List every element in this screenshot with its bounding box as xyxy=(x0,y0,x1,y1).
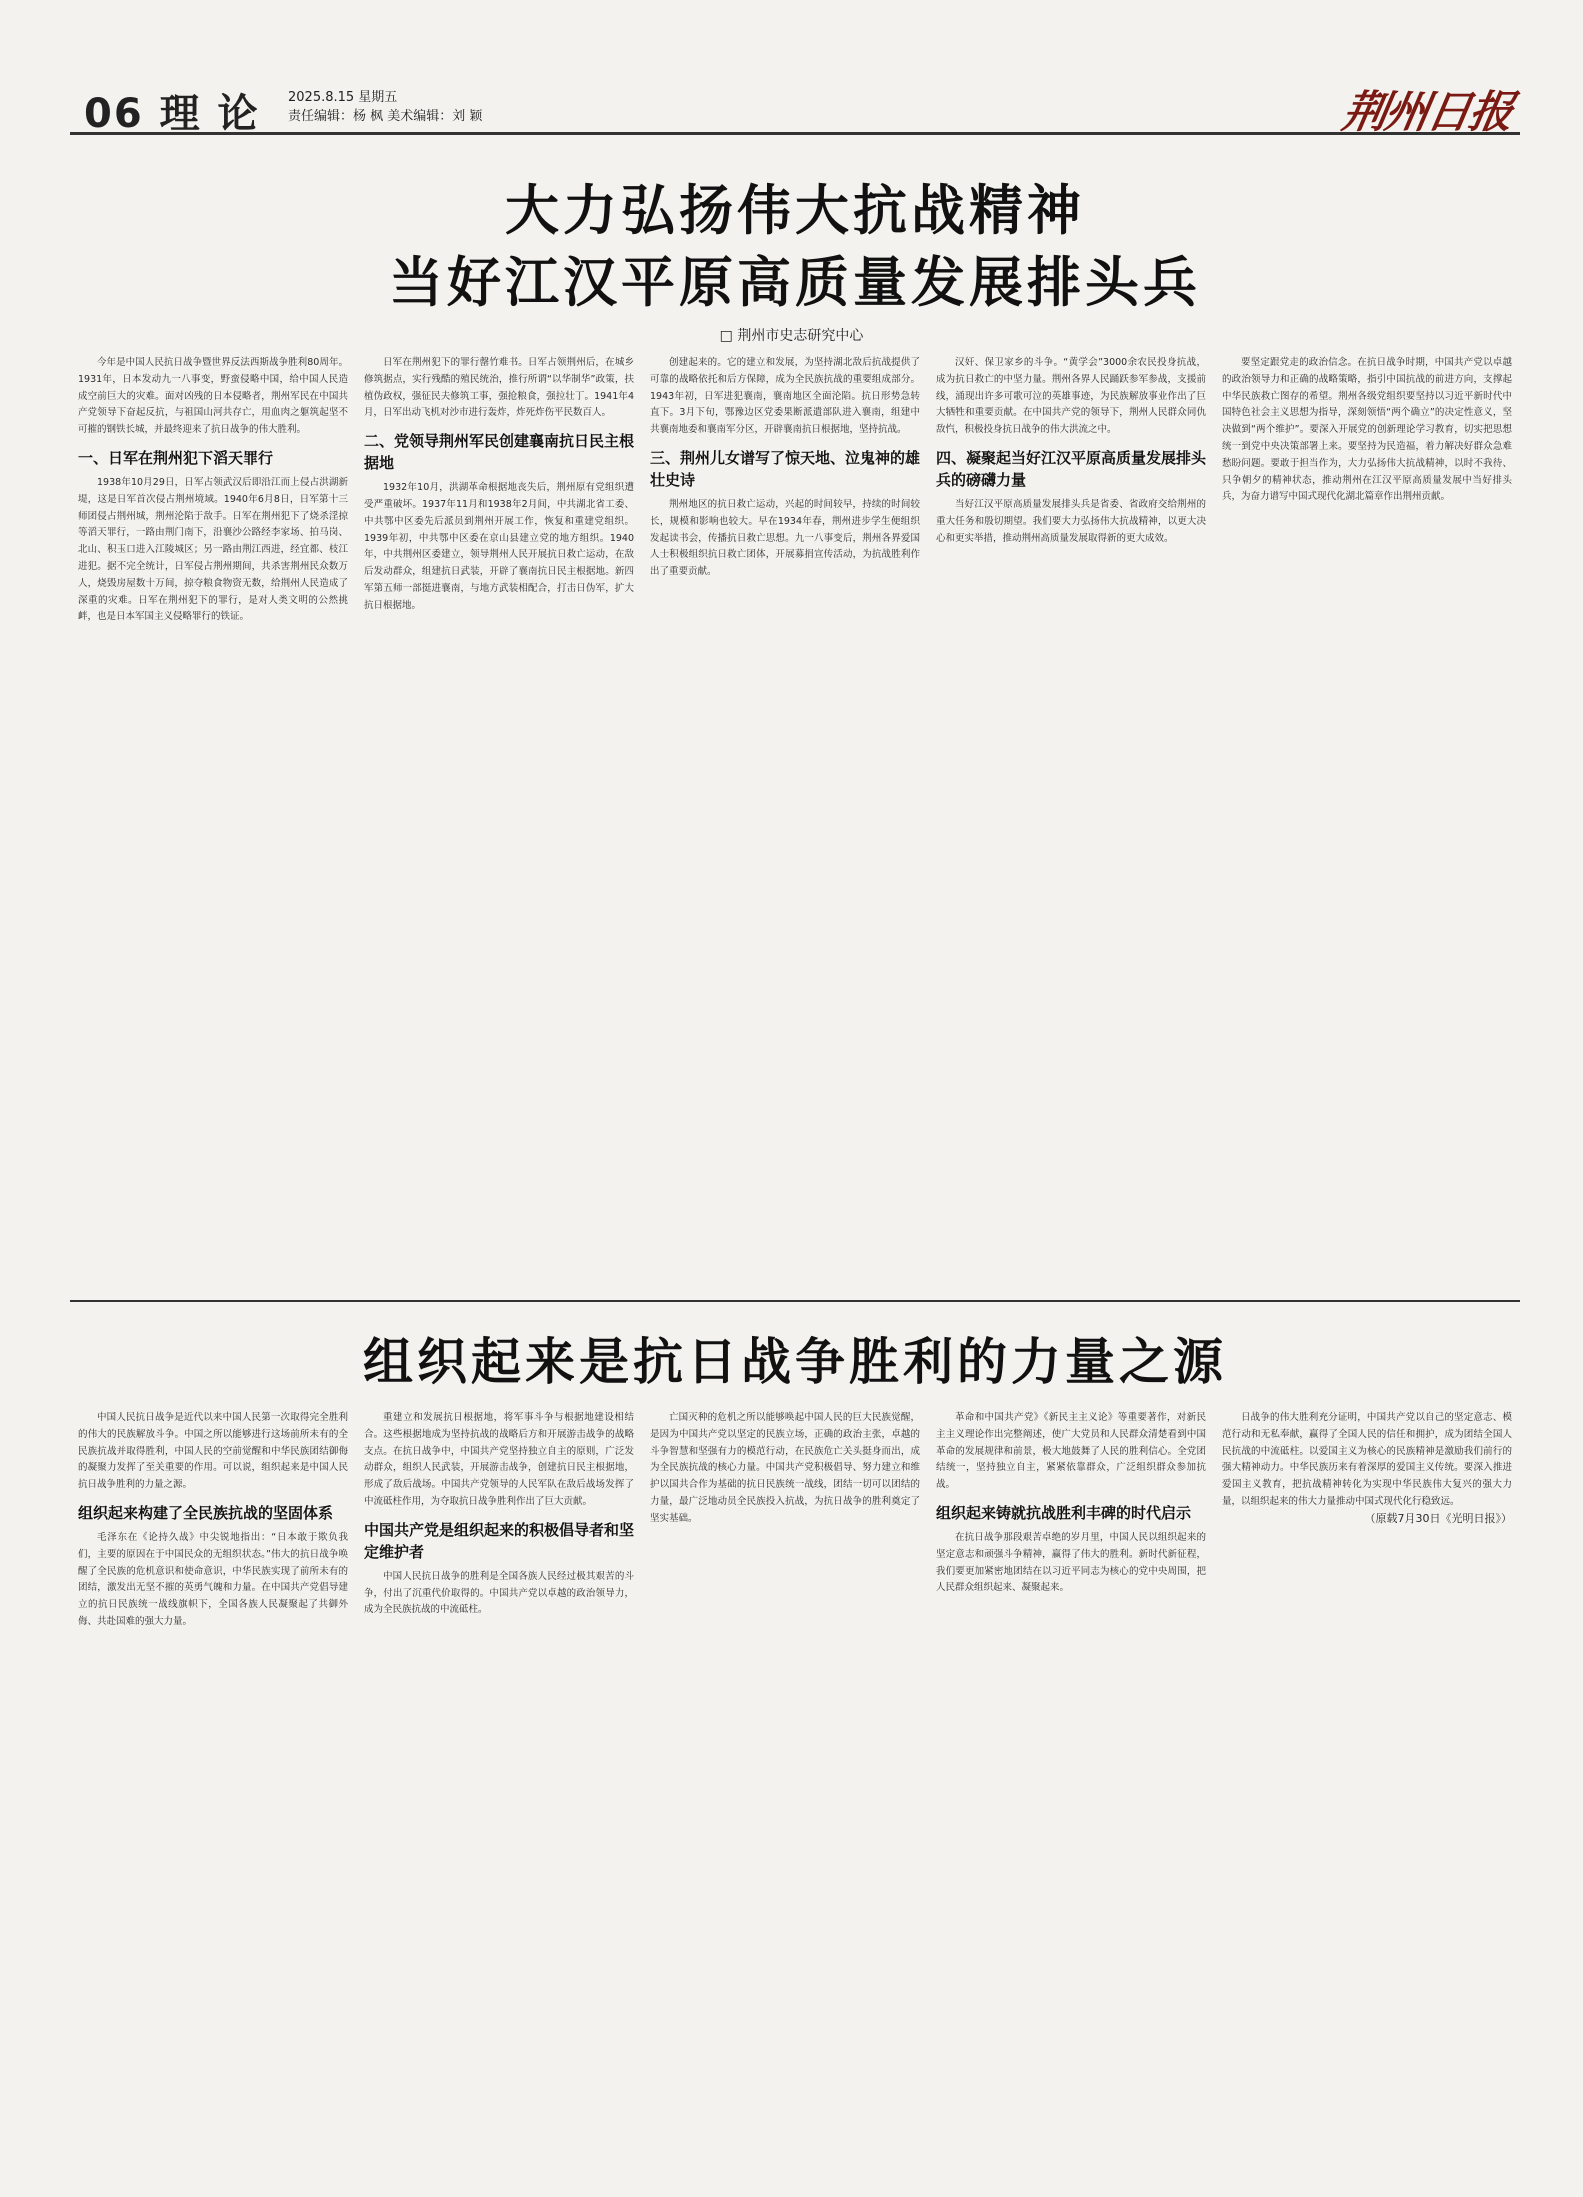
article2-column-4: 革命和中国共产党》《新民主主义论》等重要著作，对新民主主义理论作出完整阐述，使广大党员和人民群众清楚看到中国革命的发展规律和前景，极大地鼓舞了人民的胜利信心。全党团结统一，坚持独立自主，紧紧依靠群众，广泛组织群众参加抗战。 组织起来铸就抗战胜利丰碑的时代启示 在抗日战争那段艰苦卓绝的岁月里，中国人民以组织起来的坚定意志和顽强斗争精神，赢得了伟大的胜利。新时代新征程，我们要更加紧密地团结在以习近平同志为核心的党中央周围，把人民群众组织起来、凝聚起来。 xyxy=(936,1412,1206,1594)
page-meta xyxy=(288,88,482,126)
article2-subheading-3: 组织起来铸就抗战胜利丰碑的时代启示 xyxy=(936,1503,1192,1522)
article1-column-1: 今年是中国人民抗日战争暨世界反法西斯战争胜利80周年。1931年，日本发动九一八事变，野蛮侵略中国，给中国人民造成空前巨大的灾难。面对凶残的日本侵略者，荆州军民在中国共产党领导下奋起反抗，与祖国山河共存亡，用血肉之躯筑起坚不可摧的钢铁长城，并最终迎来了抗日战争的伟大胜利。 一、日军在荆州犯下滔天罪行 1938年10月29日，日军占领武汉后即沿江而上侵占洪湖新堤，这是日军首次侵占荆州境域。1940年6月8日，日军第十三师团侵占荆州城，荆州沦陷于敌手。日军在荆州犯下了烧杀淫掠等滔天罪行，一路由荆门南下，沿襄沙公路经李家场、拍马岗、北山、积玉口进入江陵城区；另一路由荆江西进，经宜都、枝江进犯。据不完全统计，日军侵占荆州期间，共杀害荆州民众数万人，烧毁房屋数十万间，掠夺粮食物资无数，给荆州人民造成了深重的灾难。日军在荆州犯下的罪行，是对人类文明的公然挑衅，也是日本军国主义侵略罪行的铁证。 xyxy=(78,357,348,623)
issue-date: 2025.8.15 星期五 xyxy=(288,90,398,105)
article2-subheading-1: 组织起来构建了全民族抗战的坚固体系 xyxy=(78,1503,334,1522)
newspaper-logo: 荆州日报 xyxy=(1338,87,1516,138)
article1-byline: □ 荆州市史志研究中心 xyxy=(719,328,864,344)
article1-subheading-4: 四、凝聚起当好江汉平原高质量发展排头兵的磅礴力量 xyxy=(936,448,1206,489)
article1-subheading-3: 三、荆州儿女谱写了惊天地、泣鬼神的雄壮史诗 xyxy=(650,448,920,489)
article1-column-2: 日军在荆州犯下的罪行罄竹难书。日军占领荆州后，在城乡修筑据点，实行残酷的殖民统治，推行所谓“以华制华”政策，扶植伪政权，强征民夫修筑工事，强抢粮食，强拉壮丁。1941年4月，日军出动飞机对沙市进行轰炸，炸死炸伤平民数百人。 二、党领导荆州军民创建襄南抗日民主根据地 1932年10月，洪湖革命根据地丧失后，荆州原有党组织遭受严重破坏。1937年11月和1938年2月间，中共湖北省工委、中共鄂中区委先后派员到荆州开展工作，恢复和重建党组织。1939年初，中共鄂中区委在京山县建立党的地方组织。1940年，中共荆州区委建立，领导荆州人民开展抗日救亡运动，在敌后发动群众，组建抗日武装，开辟了襄南抗日民主根据地。新四军第五师一部挺进襄南，与地方武装相配合，打击日伪军，扩大抗日根据地。 xyxy=(364,357,634,611)
article1-subheading-1: 一、日军在荆州犯下滔天罪行 xyxy=(78,448,274,467)
article2-title: 组织起来是抗日战争胜利的力量之源 xyxy=(363,1332,1227,1391)
article1-title-line2: 当好江汉平原高质量发展排头兵 xyxy=(389,250,1201,314)
article2-subheading-2: 中国共产党是组织起来的积极倡导者和坚定维护者 xyxy=(364,1520,634,1561)
article1-column-4: 汉奸、保卫家乡的斗争。“黄学会”3000余农民投身抗战，成为抗日救亡的中坚力量。荆州各界人民踊跃参军参战，支援前线，涌现出许多可歌可泣的英雄事迹，为民族解放事业作出了巨大牺牲和重要贡献。在中国共产党的领导下，荆州人民群众同仇敌忾，积极投身抗日战争的伟大洪流之中。 四、凝聚起当好江汉平原高质量发展排头兵的磅礴力量 当好江汉平原高质量发展排头兵是省委、省政府交给荆州的重大任务和殷切期望。我们要大力弘扬伟大抗战精神，以更大决心和更实举措，推动荆州高质量发展取得新的更大成效。 xyxy=(936,357,1206,544)
article2-source: （原载7月30日《光明日报》） xyxy=(1364,1511,1512,1525)
page-number: 06 理 论 xyxy=(84,91,260,137)
article2-column-2: 重建立和发展抗日根据地，将军事斗争与根据地建设相结合。这些根据地成为坚持抗战的战略后方和开展游击战争的战略支点。在抗日战争中，中国共产党坚持独立自主的原则，广泛发动群众，组织人民武装，开展游击战争，创建抗日民主根据地，形成了敌后战场。中国共产党领导的人民军队在敌后战场发挥了中流砥柱作用，为夺取抗日战争胜利作出了巨大贡献。 中国共产党是组织起来的积极倡导者和坚定维护者 中国人民抗日战争的胜利是全国各族人民经过极其艰苦的斗争，付出了沉重代价取得的。中国共产党以卓越的政治领导力，成为全民族抗战的中流砥柱。 xyxy=(364,1412,634,1616)
article1-column-3: 创建起来的。它的建立和发展，为坚持湖北敌后抗战提供了可靠的战略依托和后方保障，成为全民族抗战的重要组成部分。1943年初，日军进犯襄南，襄南地区全面沦陷。抗日形势急转直下。3月下旬，鄂豫边区党委果断派遣部队进入襄南，组建中共襄南地委和襄南军分区，开辟襄南抗日根据地，坚持抗战。 三、荆州儿女谱写了惊天地、泣鬼神的雄壮史诗 荆州地区的抗日救亡运动，兴起的时间较早，持续的时间较长，规模和影响也较大。早在1934年春，荆州进步学生便组织发起读书会，传播抗日救亡思想。九一八事变后，荆州各界爱国人士积极组织抗日救亡团体，开展募捐宣传活动，为抗战胜利作出了重要贡献。 xyxy=(650,357,920,578)
article1-column-5: 要坚定跟党走的政治信念。在抗日战争时期，中国共产党以卓越的政治领导力和正确的战略策略，指引中国抗战的前进方向，支撑起中华民族救亡图存的希望。荆州各级党组织要坚持以习近平新时代中国特色社会主义思想为指导，深刻领悟“两个确立”的决定性意义，坚决做到“两个维护”。要深入开展党的创新理论学习教育，切实把思想统一到党中央决策部署上来。要坚持为民造福，着力解决好群众急难愁盼问题。要敢于担当作为，大力弘扬伟大抗战精神，以时不我待、只争朝夕的精神状态，推动荆州在江汉平原高质量发展中当好排头兵，为奋力谱写中国式现代化湖北篇章作出荆州贡献。 xyxy=(1222,357,1512,503)
article1-subheading-2: 二、党领导荆州军民创建襄南抗日民主根据地 xyxy=(364,432,634,473)
article1-title-line1: 大力弘扬伟大抗战精神 xyxy=(505,178,1085,242)
section-name: 理 论 xyxy=(159,91,260,137)
article2-column-3: 亡国灭种的危机之所以能够唤起中国人民的巨大民族觉醒，是因为中国共产党以坚定的民族立场，正确的政治主张，卓越的斗争智慧和坚强有力的模范行动，在民族危亡关头挺身而出，成为全民族抗战的核心力量。中国共产党积极倡导、努力建立和维护以国共合作为基础的抗日民族统一战线，团结一切可以团结的力量，最广泛地动员全民族投入抗战，为抗日战争的胜利奠定了坚实基础。 xyxy=(650,1412,920,1524)
section-divider xyxy=(70,1300,1520,1302)
article2-column-5: 日战争的伟大胜利充分证明，中国共产党以自己的坚定意志、模范行动和无私奉献，赢得了全国人民的信任和拥护，成为团结全国人民抗战的中流砥柱。以爱国主义为核心的民族精神是激励我们前行的强大精神动力。中华民族历来有着深厚的爱国主义传统。要深入推进爱国主义教育，把抗战精神转化为实现中华民族伟大复兴的强大力量，以组织起来的伟大力量推动中国式现代化行稳致远。 （原载7月30日《光明日报》） xyxy=(1222,1410,1512,2150)
masthead xyxy=(70,70,1520,138)
editor-credits: 责任编辑：杨 枫 美术编辑：刘 颖 xyxy=(288,109,483,124)
article2-column-1: 中国人民抗日战争是近代以来中国人民第一次取得完全胜利的伟大的民族解放斗争。中国之所以能够进行这场前所未有的全民族抗战并取得胜利，中国人民的空前觉醒和中华民族团结御侮的凝聚力发挥了至关重要的作用。可以说，组织起来是中国人民抗日战争胜利的力量之源。 组织起来构建了全民族抗战的坚固体系 毛泽东在《论持久战》中尖锐地指出：“日本敢于欺负我们，主要的原因在于中国民众的无组织状态。”伟大的抗日战争唤醒了全民族的危机意识和使命意识，中华民族实现了前所未有的团结，激发出无坚不摧的英勇气魄和力量。在中国共产党倡导建立的抗日民族统一战线旗帜下，全国各族人民凝聚起了共御外侮、共赴国难的强大力量。 xyxy=(78,1412,348,1627)
